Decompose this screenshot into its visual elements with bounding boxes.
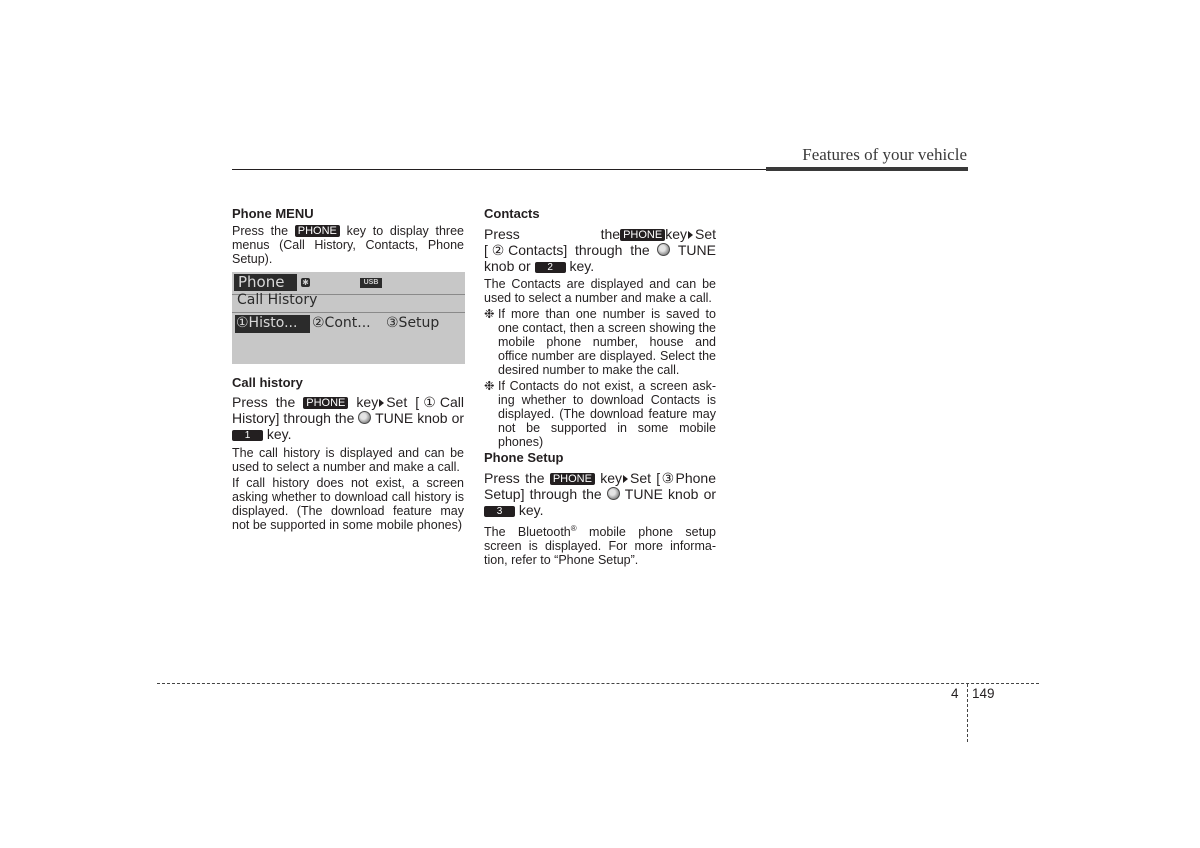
number-key-label: 1 <box>232 430 263 441</box>
screen-menu-setup: ③Setup <box>386 315 440 331</box>
contacts-note <box>484 379 716 449</box>
text-span: key. <box>569 258 595 274</box>
screen-title: Phone <box>238 273 285 291</box>
registered-mark: ® <box>570 524 577 533</box>
text-span: TUNE knob or <box>375 410 465 426</box>
bluetooth-icon: ✱ <box>302 278 309 287</box>
phone-key-label: PHONE <box>620 229 665 241</box>
text-span: mobile phone setup screen is displayed. For more informa-tion, refer to “Phone Setup”. <box>484 525 716 568</box>
text-span: The Bluetooth <box>484 525 571 540</box>
tune-knob-icon <box>358 411 371 424</box>
left-column <box>232 207 464 266</box>
call-history-paragraph: The call history is displayed and can be used to select a number and make a call. <box>232 446 464 474</box>
text-span: Press the <box>484 470 545 486</box>
text-span: key. <box>266 426 292 442</box>
screen-menu-contacts: ②Cont... <box>312 315 371 331</box>
screen-divider <box>232 312 465 313</box>
header-rule <box>232 169 766 170</box>
arrow-right-icon <box>623 475 628 483</box>
call-history-heading: Call history <box>232 375 303 390</box>
chapter-number: 4 <box>951 686 959 701</box>
phone-menu-heading: Phone MENU <box>232 206 314 221</box>
call-history-instruction <box>232 394 464 442</box>
screen-menu-call-history: ①Histo... <box>236 315 298 331</box>
text-span: key <box>356 394 379 410</box>
tune-knob-icon <box>607 487 620 500</box>
phone-setup-section <box>484 451 716 567</box>
number-key-label: 3 <box>484 506 515 517</box>
phone-setup-heading: Phone Setup <box>484 450 564 465</box>
running-header: Features of your vehicle <box>802 145 967 164</box>
text-span: key to display three menus (Call History, Contacts, Phone Setup). <box>232 224 465 266</box>
phone-setup-instruction <box>484 470 716 518</box>
note-mark-icon: ❉ <box>484 307 495 321</box>
number-key-label: 2 <box>535 262 566 273</box>
note-mark-icon: ❉ <box>484 379 495 393</box>
text-span: Set [③Phone Setup] through the <box>484 470 717 502</box>
call-history-section <box>232 376 464 532</box>
text-span: Press the <box>232 224 289 238</box>
text-span: If more than one number is saved to one contact, then a screen showing the mobile phone number, house and office number are displayed. Select the desired number to make the call. <box>498 307 716 377</box>
text-span: TUNE knob or <box>624 486 717 502</box>
contacts-heading: Contacts <box>484 206 540 221</box>
tune-knob-icon <box>657 243 670 256</box>
phone-menu-text <box>232 224 464 266</box>
contacts-note <box>484 307 716 377</box>
text-span: TUNE knob or <box>484 242 716 274</box>
contacts-instruction <box>484 226 716 274</box>
text-span: Press the <box>484 226 621 242</box>
footer-rule <box>157 683 1039 684</box>
contacts-section <box>484 207 716 449</box>
text-span: key <box>665 226 687 242</box>
footer-divider <box>967 684 968 742</box>
page-number: 149 <box>972 686 995 701</box>
text-span: If Contacts do not exist, a screen ask-ing whether to download Contacts is displayed. (The download feature may not be supported in some mobile phones) <box>498 379 716 449</box>
arrow-right-icon <box>688 231 693 239</box>
phone-key-label: PHONE <box>295 225 340 237</box>
header-bar <box>766 167 968 171</box>
text-span: Set [②Contacts] through the <box>484 226 716 258</box>
phone-key-label: PHONE <box>550 473 595 485</box>
contacts-paragraph: The Contacts are displayed and can be used to select a number and make a call. <box>484 277 716 305</box>
phone-menu-screen <box>232 272 465 364</box>
text-span: key. <box>518 502 544 518</box>
arrow-right-icon <box>379 399 384 407</box>
text-span: Set [①Call History] through the <box>232 394 465 426</box>
phone-key-label: PHONE <box>303 397 348 409</box>
text-span: Press the <box>232 394 296 410</box>
phone-setup-paragraph <box>484 522 716 567</box>
call-history-paragraph: If call history does not exist, a screen asking whether to download call history is displayed. (The download feature may not be supported in some mobile phones) <box>232 476 464 532</box>
usb-badge: USB <box>360 278 382 288</box>
screen-subtitle: Call History <box>237 292 318 308</box>
text-span: key <box>600 470 623 486</box>
